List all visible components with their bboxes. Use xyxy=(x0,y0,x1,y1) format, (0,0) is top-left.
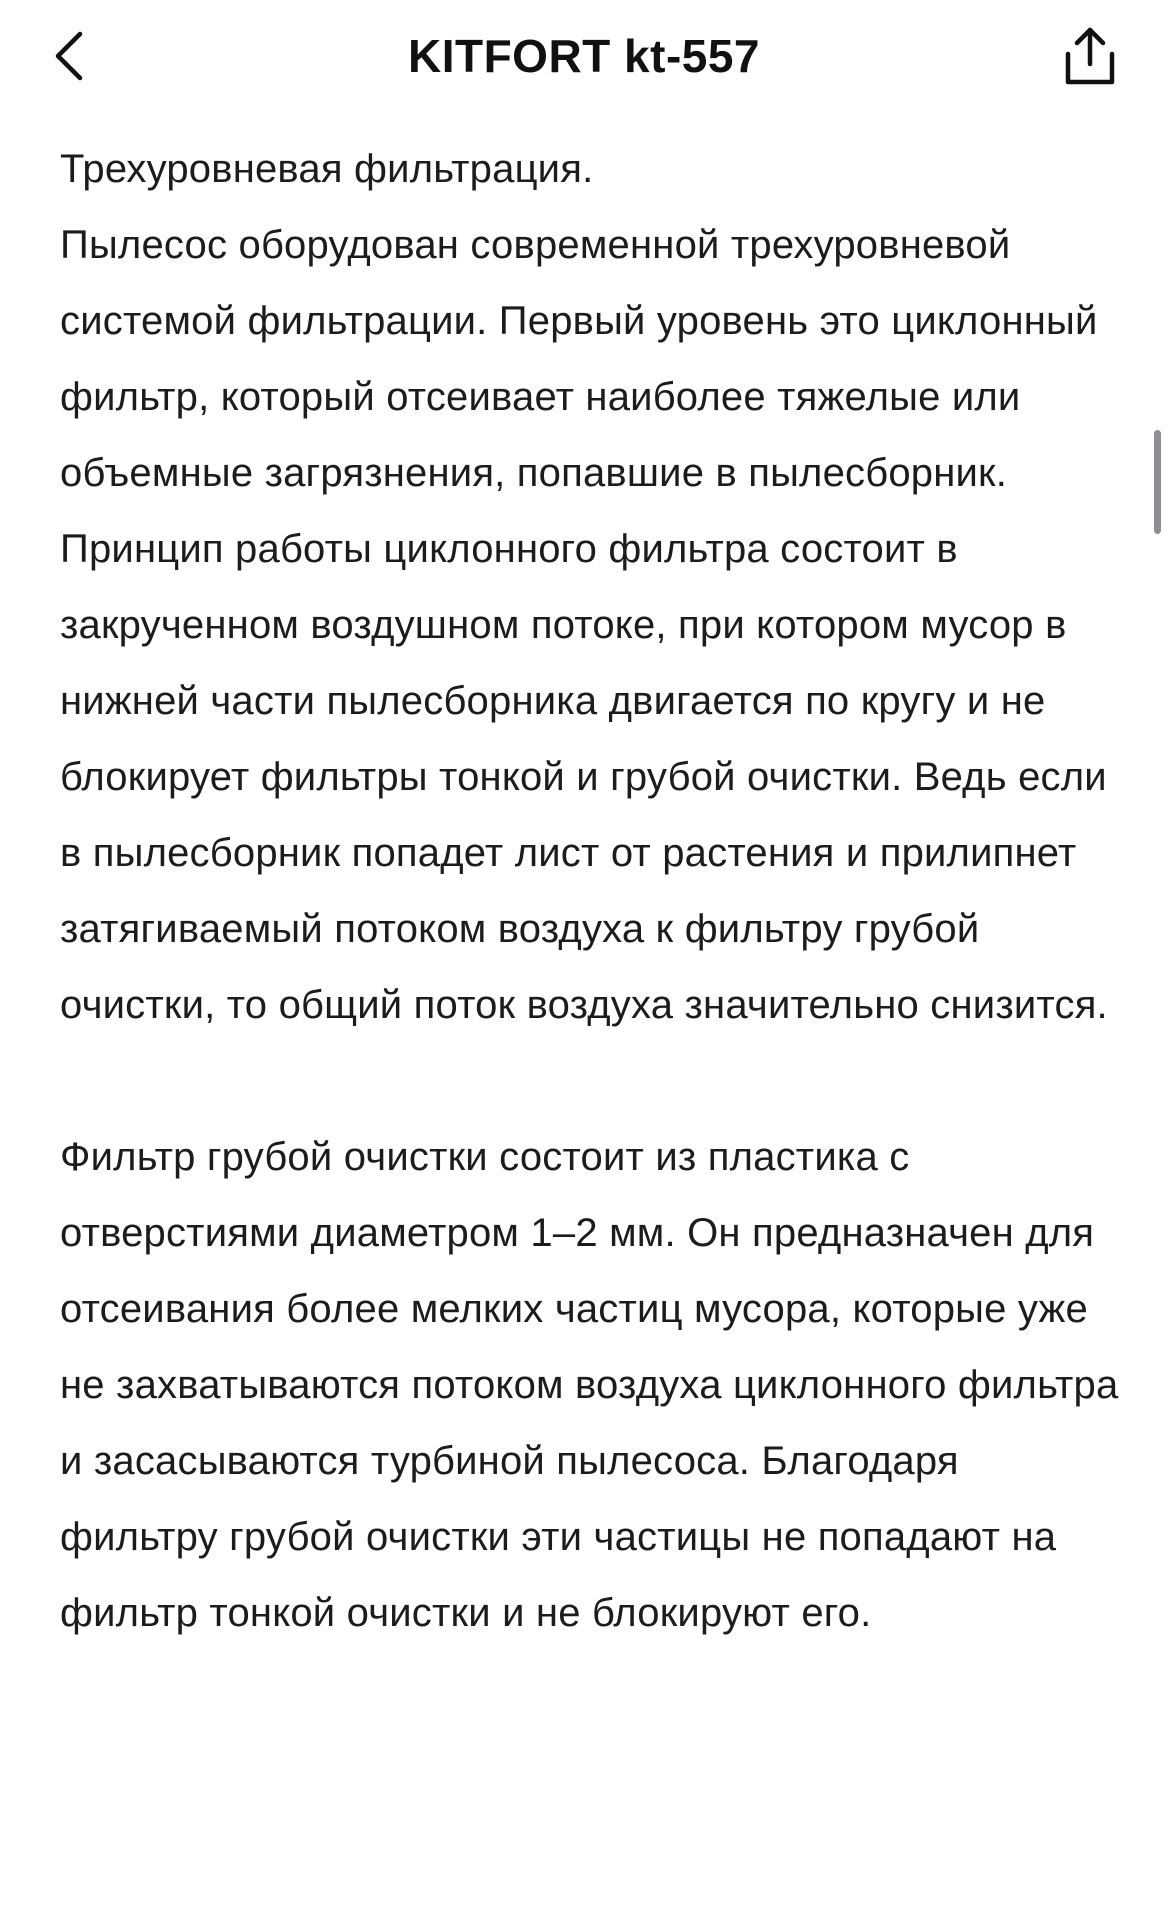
article-body xyxy=(60,131,1120,1651)
scrollbar-thumb[interactable] xyxy=(1154,430,1161,534)
share-icon xyxy=(1060,24,1120,88)
article-paragraph-1: Пылесос оборудован современной трехуровневой системой фильтрации. Первый уровень это циклонный фильтр, который отсеивает наиболее тяжелые или объемные загрязнения, попавшие в пылесборник. Принцип работы циклонного фильтра состоит в закрученном воздушном потоке, при котором мусор в нижней части пылесборника двигается по кругу и не блокирует фильтры тонкой и грубой очистки. Ведь если в пылесборник попадет лист от растения и прилипнет затягиваемый потоком воздуха к фильтру грубой очистки, то общий поток воздуха значительно снизится. xyxy=(60,223,1108,1027)
back-button[interactable] xyxy=(50,22,110,90)
article-paragraph-2: Фильтр грубой очистки состоит из пластика с отверстиями диаметром 1–2 мм. Он предназначен для отсеивания более мелких частиц мусора, которые уже не захватываются потоком воздуха циклонного фильтра и засасываются турбиной пылесоса. Благодаря фильтру грубой очистки эти частицы не попадают на фильтр тонкой очистки и не блокируют его. xyxy=(60,1135,1119,1635)
chevron-left-icon xyxy=(50,26,90,86)
scrollbar-track xyxy=(1152,118,1162,1908)
article-subheading: Трехуровневая фильтрация. xyxy=(60,147,594,191)
navigation-bar xyxy=(0,0,1168,118)
page-title: KITFORT kt-557 xyxy=(407,30,761,82)
share-button[interactable] xyxy=(1055,20,1125,92)
